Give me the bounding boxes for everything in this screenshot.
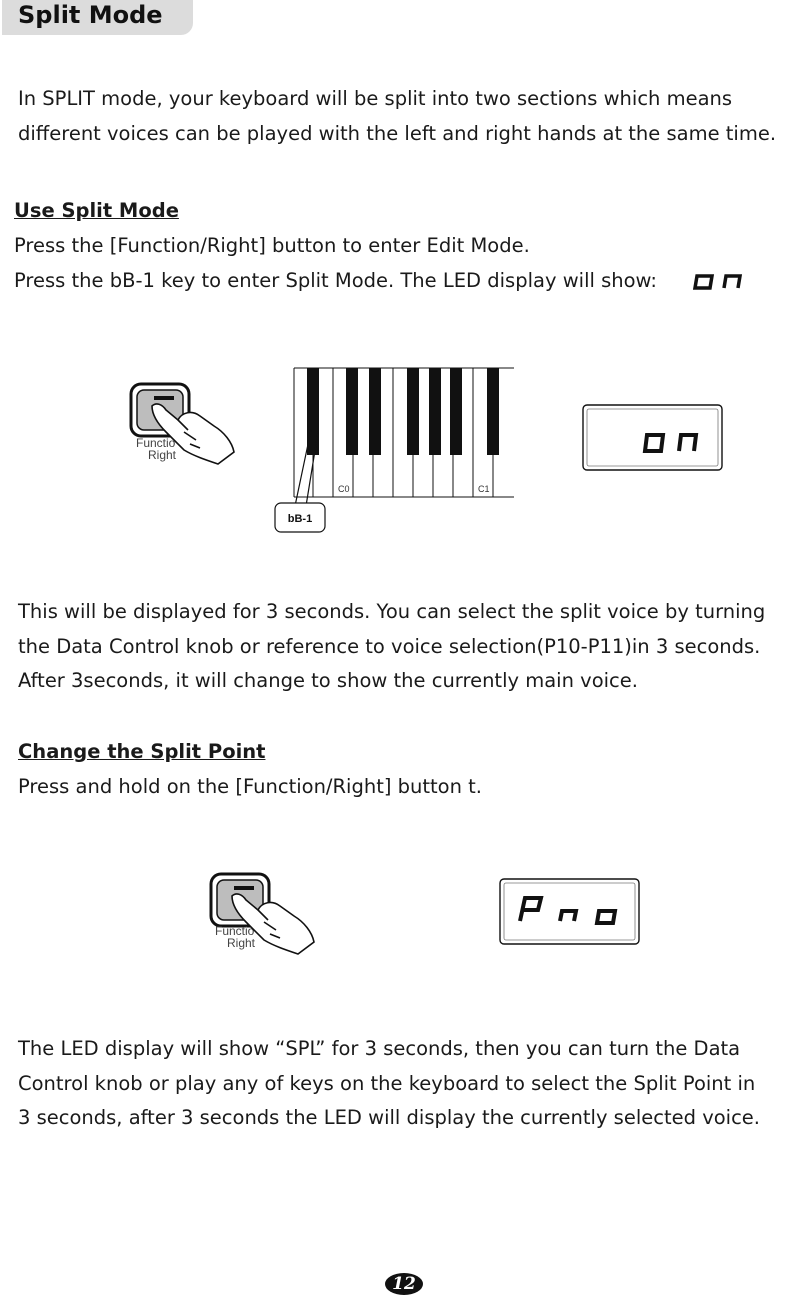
info-line: This will be displayed for 3 seconds. You can select the split voice by turning <box>18 600 766 623</box>
change-split-line: Press and hold on the [Function/Right] button t. <box>18 775 483 798</box>
figure-split-mode <box>120 360 740 540</box>
button-label-function: Functio <box>136 436 176 450</box>
info-line: After 3seconds, it will change to show the currently main voice. <box>18 669 638 692</box>
intro-paragraph <box>18 82 776 151</box>
button-label-right: Right <box>148 448 177 462</box>
instruction-line: Press the [Function/Right] button to enter Edit Mode. <box>14 234 530 257</box>
callout-label: bB-1 <box>287 513 313 525</box>
key-label-c0: C0 <box>338 484 350 494</box>
use-split-paragraph <box>14 229 657 298</box>
led-display <box>500 879 639 944</box>
info-line: the Data Control knob or reference to voice selection(P10-P11)in 3 seconds. <box>18 634 761 658</box>
section-heading-use-split: Use Split Mode <box>14 199 179 222</box>
section-heading-change-split: Change the Split Point <box>18 740 266 763</box>
page-number: 12 <box>385 1273 423 1295</box>
button-label-function: Functio <box>215 924 255 938</box>
page-title: Split Mode <box>18 1 163 29</box>
intro-line: In SPLIT mode, your keyboard will be split into two sections which means <box>18 87 733 110</box>
display-info-paragraph <box>18 595 765 699</box>
led-display <box>583 405 722 470</box>
key-label-c1: C1 <box>478 484 490 494</box>
final-line: Control knob or play any of keys on the keyboard to select the Split Point in <box>18 1071 756 1095</box>
intro-line: different voices can be played with the left and right hands at the same time. <box>18 121 777 145</box>
bb1-callout <box>275 503 325 532</box>
inline-led-glyphs <box>690 271 750 293</box>
button-label-right: Right <box>227 936 256 950</box>
final-paragraph <box>18 1032 760 1136</box>
final-line: 3 seconds, after 3 seconds the LED will display the currently selected voice. <box>18 1106 760 1129</box>
final-line: The LED display will show “SPL” for 3 seconds, then you can turn the Data <box>18 1037 741 1060</box>
instruction-line: Press the bB-1 key to enter Split Mode. The LED display will show: <box>14 268 658 292</box>
figure-change-split <box>200 860 660 980</box>
keyboard-section <box>294 368 514 506</box>
